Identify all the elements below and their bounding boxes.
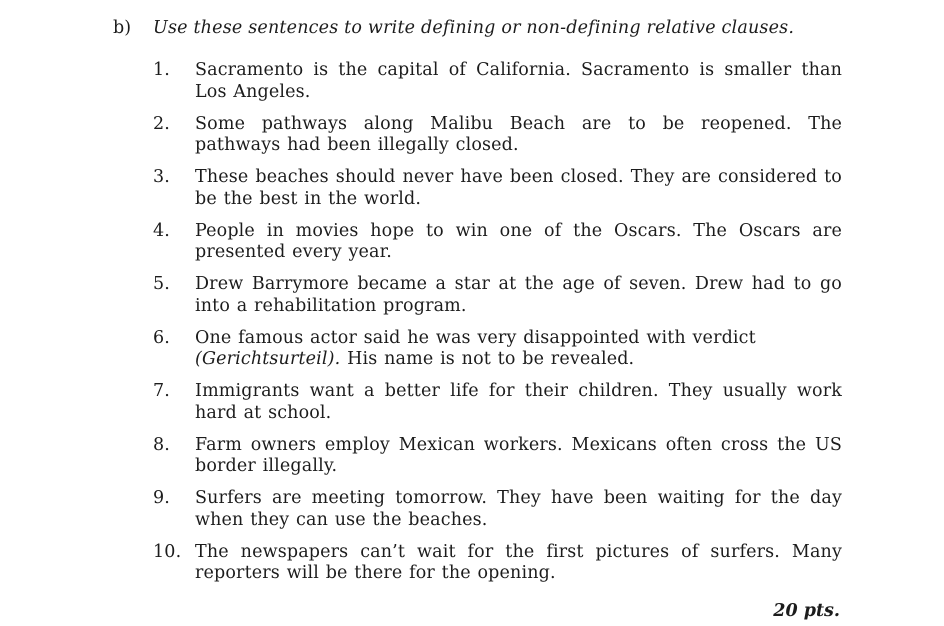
item-number: 4. bbox=[153, 220, 170, 241]
item-text: The newspapers can’t wait for the first pictures of surfers. Many reporters will be there for the opening. bbox=[195, 541, 842, 583]
item-text: Some pathways along Malibu Beach are to be reopened. The pathways had been illegally closed. bbox=[195, 113, 842, 155]
exercise-item-6 bbox=[150, 328, 842, 371]
points-total: 20 pts. bbox=[773, 601, 840, 621]
exercise-item-8 bbox=[150, 435, 842, 478]
section-letter: b) bbox=[113, 18, 132, 38]
item-text-before: One famous actor said he was very disappointed with verdict bbox=[195, 327, 756, 348]
item-text: Farm owners employ Mexican workers. Mexicans often cross the US border illegally. bbox=[195, 434, 842, 476]
exercise-item-2 bbox=[150, 114, 842, 157]
item-number: 10. bbox=[153, 541, 182, 562]
exercise-item-9 bbox=[150, 488, 842, 531]
exercise-item-7 bbox=[150, 381, 842, 424]
item-text-italic: (Gerichtsurteil). bbox=[195, 349, 341, 369]
item-text bbox=[195, 328, 842, 371]
exercise-item-10 bbox=[150, 542, 842, 585]
item-number: 8. bbox=[153, 434, 170, 455]
section-header bbox=[113, 16, 913, 40]
item-number: 3. bbox=[153, 167, 170, 187]
exercise-list bbox=[150, 60, 842, 595]
exercise-item-4 bbox=[150, 221, 842, 264]
item-text-after: His name is not to be revealed. bbox=[347, 349, 635, 369]
exercise-item-1 bbox=[150, 60, 842, 103]
item-number: 5. bbox=[153, 274, 170, 294]
item-text: Sacramento is the capital of California. Sacramento is smaller than Los Angeles. bbox=[195, 60, 842, 102]
item-number: 2. bbox=[153, 113, 170, 134]
section-instruction: Use these sentences to write defining or non-defining relative clauses. bbox=[153, 18, 795, 38]
item-number: 9. bbox=[153, 488, 170, 508]
exercise-item-3 bbox=[150, 167, 842, 210]
item-text: People in movies hope to win one of the Oscars. The Oscars are presented every year. bbox=[195, 220, 842, 262]
exercise-item-5 bbox=[150, 274, 842, 317]
item-text: Immigrants want a better life for their children. They usually work hard at school. bbox=[195, 381, 842, 423]
item-number: 1. bbox=[153, 60, 170, 80]
item-text: Surfers are meeting tomorrow. They have been waiting for the day when they can use the beaches. bbox=[195, 488, 842, 530]
item-number: 7. bbox=[153, 381, 170, 401]
item-number: 6. bbox=[153, 327, 170, 348]
item-text: Drew Barrymore became a star at the age of seven. Drew had to go into a rehabilitation program. bbox=[195, 274, 842, 316]
item-text: These beaches should never have been closed. They are considered to be the best in the world. bbox=[195, 167, 842, 209]
